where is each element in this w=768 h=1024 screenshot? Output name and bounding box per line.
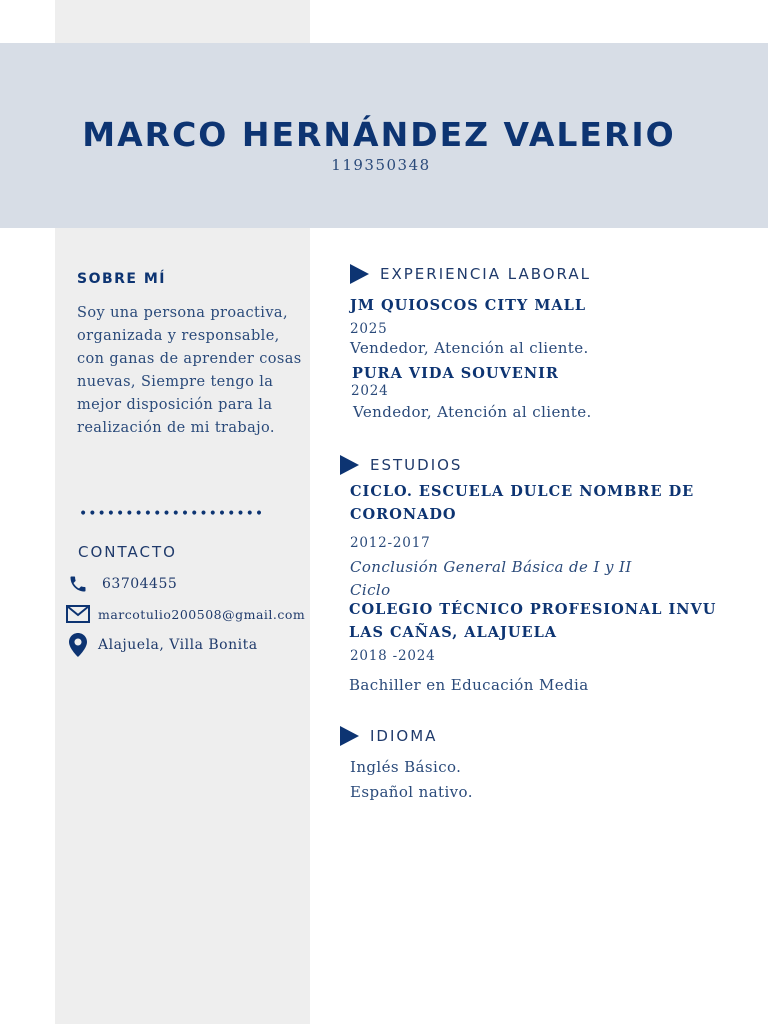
- school-name-line2: CORONADO: [350, 506, 457, 523]
- about-text: Soy una persona proactiva, organizada y responsable, con ganas de aprender cosas nuevas, Siempre tengo la mejor disposición para la realización de mi trabajo.: [77, 305, 302, 436]
- job-year: 2025: [350, 321, 388, 337]
- triangle-bullet-icon: [340, 455, 359, 475]
- school-years: 2012-2017: [350, 535, 431, 551]
- id-number: 119350348: [331, 156, 431, 174]
- job-role: Vendedor, Atención al cliente.: [353, 403, 592, 421]
- school-detail-line1: Bachiller en Educación Media: [349, 676, 589, 694]
- school-detail-line1: Conclusión General Básica de I y II: [350, 558, 632, 576]
- languages-title: IDIOMA: [370, 727, 438, 745]
- triangle-bullet-icon: [340, 726, 359, 746]
- contact-location: [66, 634, 258, 656]
- email-address: marcotulio200508@gmail.com: [98, 606, 306, 622]
- contact-email: [66, 603, 305, 625]
- candidate-name: MARCO HERNÁNDEZ VALERIO: [82, 115, 676, 154]
- location-text: Alajuela, Villa Bonita: [98, 637, 258, 653]
- about-title: SOBRE MÍ: [77, 271, 167, 287]
- language-item: Inglés Básico.: [350, 758, 462, 776]
- contact-title: CONTACTO: [78, 543, 177, 561]
- school-name-line1: CICLO. ESCUELA DULCE NOMBRE DE: [350, 483, 695, 500]
- school-name-line2: LAS CAÑAS, ALAJUELA: [349, 624, 558, 641]
- job-role: Vendedor, Atención al cliente.: [350, 339, 589, 357]
- experience-title: EXPERIENCIA LABORAL: [380, 265, 591, 283]
- job-company: PURA VIDA SOUVENIR: [352, 365, 559, 382]
- location-pin-icon: [66, 634, 90, 656]
- contact-phone: [66, 573, 177, 595]
- phone-icon: [66, 573, 90, 595]
- dotted-divider: ••••••••••••••••••••: [79, 506, 265, 522]
- language-item: Español nativo.: [350, 783, 473, 801]
- experience-heading: [350, 264, 591, 284]
- education-heading: [340, 455, 462, 475]
- school-detail-line2: Ciclo: [350, 581, 391, 599]
- school-name-line1: COLEGIO TÉCNICO PROFESIONAL INVU: [349, 601, 717, 618]
- education-title: ESTUDIOS: [370, 456, 463, 474]
- job-year: 2024: [351, 383, 389, 399]
- envelope-icon: [66, 603, 90, 625]
- job-company: JM QUIOSCOS CITY MALL: [350, 297, 587, 314]
- phone-number: 63704455: [102, 576, 178, 592]
- school-years: 2018 -2024: [350, 648, 436, 664]
- languages-heading: [340, 726, 437, 746]
- triangle-bullet-icon: [350, 264, 369, 284]
